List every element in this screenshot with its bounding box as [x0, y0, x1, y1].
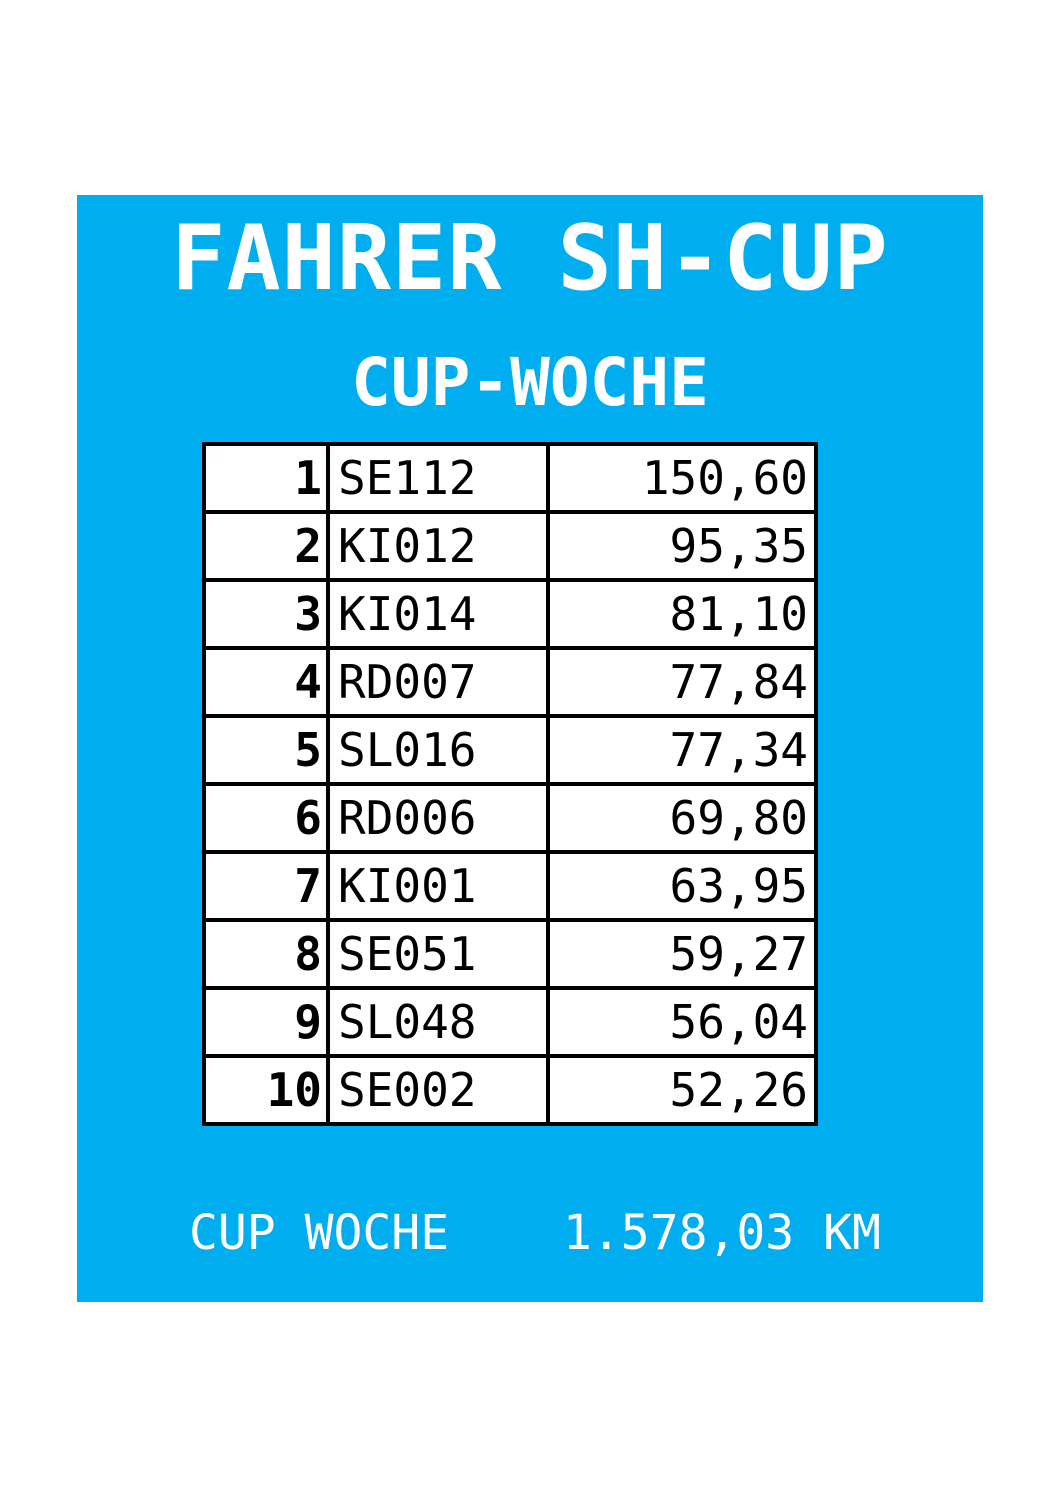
distance-cell: 77,84	[548, 648, 816, 716]
footer-label: CUP WOCHE	[189, 1205, 450, 1261]
table-row	[204, 988, 816, 1056]
rider-code-cell: KI012	[328, 512, 548, 580]
rider-code-cell: RD007	[328, 648, 548, 716]
table-row	[204, 444, 816, 512]
rank-cell: 6	[204, 784, 328, 852]
rider-code-cell: SL016	[328, 716, 548, 784]
rider-code-cell: RD006	[328, 784, 548, 852]
distance-cell: 77,34	[548, 716, 816, 784]
table-row	[204, 852, 816, 920]
page-title: FAHRER SH-CUP	[171, 206, 889, 311]
rank-cell: 10	[204, 1056, 328, 1124]
rank-cell: 5	[204, 716, 328, 784]
rank-cell: 8	[204, 920, 328, 988]
distance-cell: 95,35	[548, 512, 816, 580]
rider-code-cell: SE002	[328, 1056, 548, 1124]
distance-cell: 56,04	[548, 988, 816, 1056]
table-row	[204, 512, 816, 580]
table-row	[204, 716, 816, 784]
table-row	[204, 784, 816, 852]
table-row	[204, 580, 816, 648]
rank-cell: 4	[204, 648, 328, 716]
rider-code-cell: SL048	[328, 988, 548, 1056]
rank-cell: 3	[204, 580, 328, 648]
distance-cell: 59,27	[548, 920, 816, 988]
ranking-table	[202, 442, 818, 1126]
distance-cell: 81,10	[548, 580, 816, 648]
rank-cell: 1	[204, 444, 328, 512]
rider-code-cell: SE112	[328, 444, 548, 512]
rider-code-cell: KI014	[328, 580, 548, 648]
rider-code-cell: SE051	[328, 920, 548, 988]
rank-cell: 2	[204, 512, 328, 580]
rider-code-cell: KI001	[328, 852, 548, 920]
rank-cell: 7	[204, 852, 328, 920]
page-subtitle: CUP-WOCHE	[351, 344, 709, 421]
footer-total-distance: 1.578,03 KM	[563, 1205, 881, 1261]
results-panel	[77, 195, 983, 1302]
distance-cell: 150,60	[548, 444, 816, 512]
distance-cell: 63,95	[548, 852, 816, 920]
distance-cell: 69,80	[548, 784, 816, 852]
table-row	[204, 648, 816, 716]
table-row	[204, 1056, 816, 1124]
distance-cell: 52,26	[548, 1056, 816, 1124]
table-row	[204, 920, 816, 988]
rank-cell: 9	[204, 988, 328, 1056]
